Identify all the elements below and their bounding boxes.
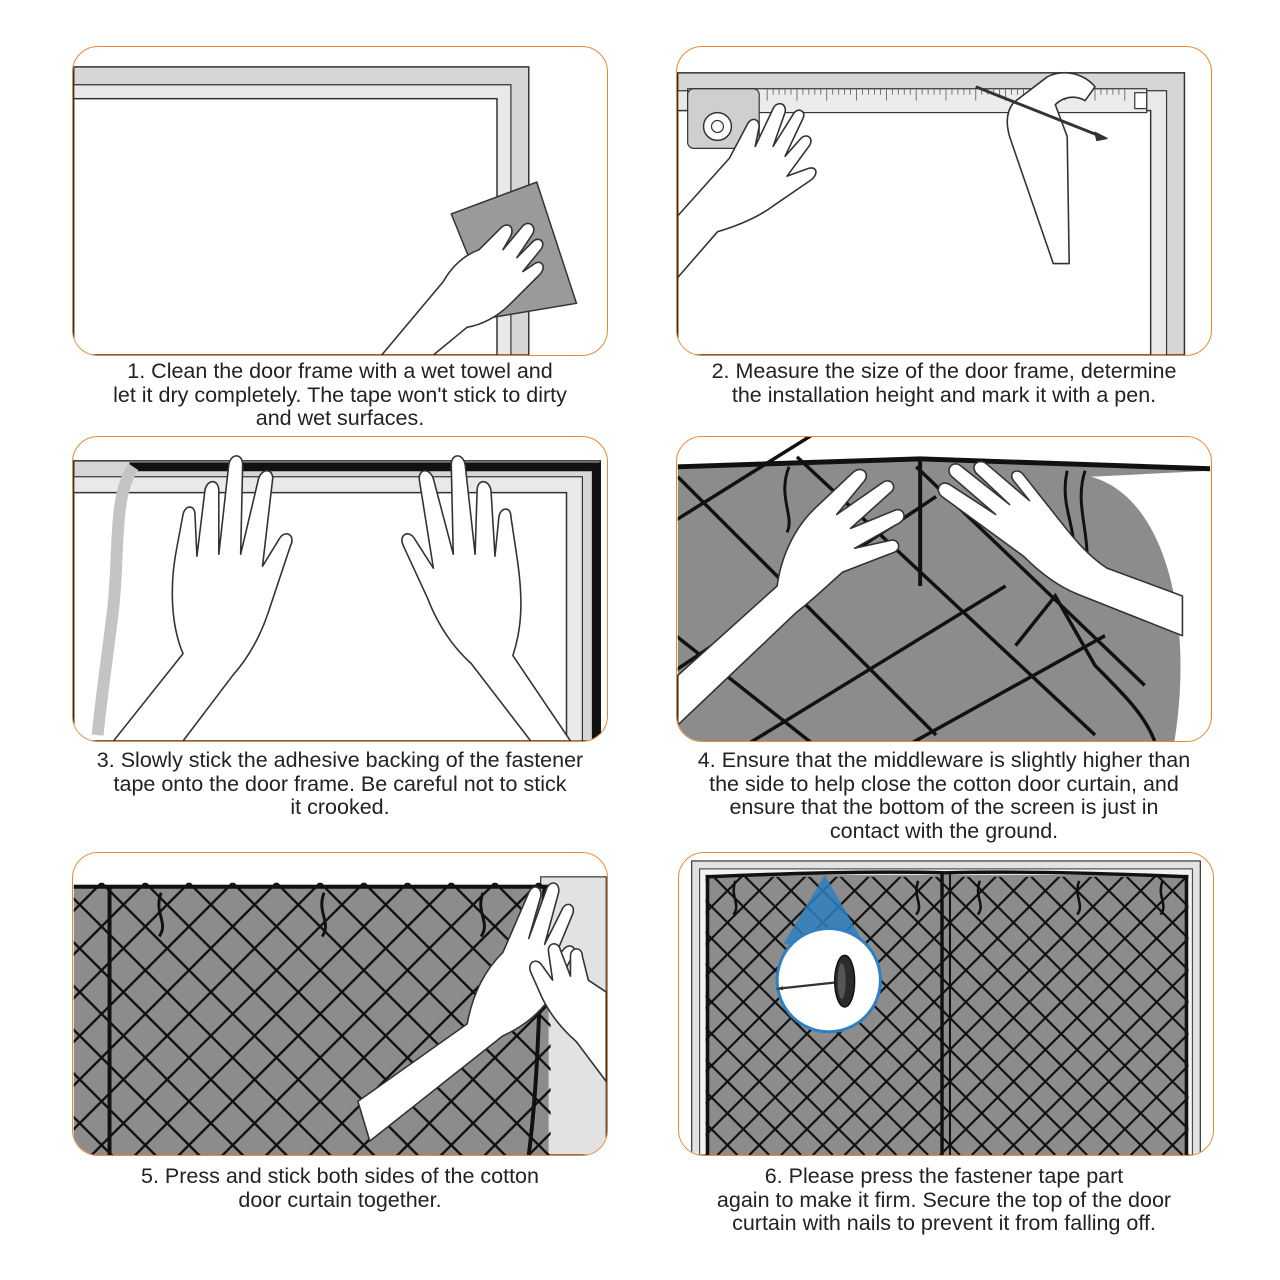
curtain-icon bbox=[679, 872, 1213, 1155]
step-4-caption-line: contact with the ground. bbox=[829, 818, 1059, 843]
step-6-caption-line: 6. Please press the fastener tape part bbox=[764, 1164, 1124, 1188]
step-2-illustration bbox=[676, 46, 1212, 356]
step-6-caption-line: again to make it firm. Secure the top of the door bbox=[716, 1187, 1172, 1212]
step-3-caption-line: tape onto the door frame. Be careful not to stick bbox=[113, 771, 567, 796]
step-1-caption-line: 1. Clean the door frame with a wet towel and bbox=[127, 359, 553, 383]
step-2-caption-line: 2. Measure the size of the door frame, determine bbox=[711, 359, 1177, 383]
step-2-caption-line: the installation height and mark it with a pen. bbox=[731, 382, 1157, 407]
step-2-caption bbox=[664, 360, 1224, 407]
step-4-caption-line: ensure that the bottom of the screen is just in bbox=[729, 795, 1159, 819]
sticking-fastener-tape-drawing bbox=[73, 437, 607, 741]
step-3-illustration bbox=[72, 436, 608, 742]
step-4-caption bbox=[656, 749, 1232, 843]
step-5-caption-line: door curtain together. bbox=[238, 1187, 442, 1212]
curtain-middle-alignment-drawing bbox=[677, 437, 1211, 741]
step-1-caption bbox=[60, 360, 620, 431]
step-6-illustration bbox=[678, 852, 1214, 1156]
step-1-illustration bbox=[72, 46, 608, 356]
step-3-caption bbox=[52, 749, 628, 820]
step-4-caption-line: the side to help close the cotton door curtain, and bbox=[709, 771, 1179, 796]
measuring-door-frame-drawing bbox=[677, 47, 1211, 355]
step-1-caption-line: and wet surfaces. bbox=[255, 406, 425, 430]
step-5-caption-line: 5. Press and stick both sides of the cotton bbox=[141, 1164, 539, 1188]
step-4-caption-line: 4. Ensure that the middleware is slightly higher than bbox=[697, 748, 1191, 772]
step-5-illustration bbox=[72, 852, 608, 1156]
step-4-illustration bbox=[676, 436, 1212, 742]
step-6-caption bbox=[664, 1165, 1224, 1236]
securing-curtain-with-nails-drawing bbox=[679, 853, 1213, 1155]
step-6-caption-line: curtain with nails to prevent it from falling off. bbox=[732, 1211, 1156, 1235]
door-frame-cleaning-drawing bbox=[73, 47, 607, 355]
step-1-caption-line: let it dry completely. The tape won't stick to dirty bbox=[113, 382, 567, 407]
step-5-caption bbox=[60, 1165, 620, 1212]
pressing-curtain-sides-drawing bbox=[73, 853, 607, 1155]
step-3-caption-line: it crooked. bbox=[290, 795, 390, 819]
step-3-caption-line: 3. Slowly stick the adhesive backing of the fastener bbox=[96, 748, 584, 772]
